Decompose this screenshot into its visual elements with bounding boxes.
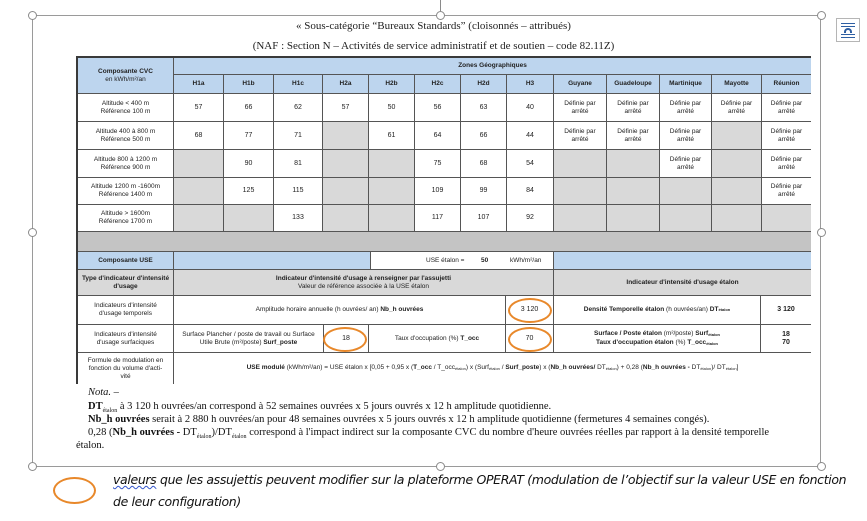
use-etalon-value: 50: [481, 256, 489, 264]
temporal-description: [174, 296, 506, 325]
empty-cell: [660, 205, 712, 232]
occ-etalon-value: 70: [782, 338, 790, 346]
cvc-value-cell: 68: [174, 122, 224, 150]
cvc-corner-label: Composante CVC: [98, 67, 153, 75]
cvc-value-cell: Définie par arrêté: [762, 150, 811, 178]
formula-tocc: T_occ: [413, 364, 432, 371]
formula-sub: étalon: [489, 366, 500, 371]
nota-sub-2: étalon: [196, 434, 212, 441]
occ-etalon-title: Taux d'occupation étalon: [596, 338, 674, 346]
zone-column-header: Martinique: [660, 75, 712, 94]
legend-text: [113, 469, 853, 513]
nb-h-ouvrees-label: Nb_h ouvrées: [380, 306, 424, 313]
cvc-value-cell: Définie par arrêté: [554, 94, 607, 122]
cvc-value-cell: Définie par arrêté: [712, 94, 762, 122]
cvc-value-cell: 92: [507, 205, 554, 232]
zone-column-header: H2d: [461, 75, 507, 94]
empty-cell: [369, 150, 415, 178]
altitude-range: Altitude 400 à 800 m: [95, 127, 156, 135]
nota-line-2: [88, 413, 709, 426]
modulation-formula: [247, 364, 739, 373]
cvc-value-cell: 107: [461, 205, 507, 232]
cvc-value-cell: 54: [507, 150, 554, 178]
altitude-range: Altitude < 400 m: [101, 99, 150, 107]
empty-cell: [712, 122, 762, 150]
occ-etalon-subscript: étalon: [706, 340, 718, 346]
altitude-reference: Référence 900 m: [100, 163, 151, 171]
altitude-row-label: [78, 150, 174, 178]
resize-handle-middle-right[interactable]: [817, 228, 826, 237]
document-title: « Sous-catégorie “Bureaux Standards” (cloisonnés – attribués): [296, 20, 571, 32]
cvc-value-cell: 66: [224, 94, 274, 122]
cvc-value-cell: 56: [415, 94, 461, 122]
altitude-range: Altitude > 1600m: [101, 210, 150, 217]
cvc-value-cell: 84: [507, 178, 554, 205]
resize-handle-top-center[interactable]: [436, 11, 445, 20]
cvc-value-cell: 68: [461, 150, 507, 178]
cvc-value-cell: Définie par arrêté: [660, 122, 712, 150]
nota-sub-3: étalon: [231, 434, 247, 441]
formula-nbh: Nb_h ouvrées -: [642, 364, 690, 371]
cvc-value-cell: Définie par arrêté: [660, 94, 712, 122]
altitude-reference: Référence 1400 m: [98, 191, 153, 198]
surf-etalon-title: Surface / Poste étalon: [594, 329, 662, 337]
nota-line-1-text: à 3 120 h ouvrées/an correspond à 52 semaines ouvrées x 5 jours ouvrés x 12 h amplitude quotidienne.: [117, 401, 552, 412]
cvc-value-cell: 75: [415, 150, 461, 178]
dt-symbol: DT: [709, 306, 719, 313]
cvc-value-cell: Définie par arrêté: [607, 94, 660, 122]
altitude-range: Altitude 1200 m -1600m: [90, 183, 160, 190]
zone-column-header: H1b: [224, 75, 274, 94]
surf-poste-description: [174, 325, 324, 353]
cvc-value-cell: 57: [323, 94, 369, 122]
empty-cell: [762, 205, 811, 232]
nota-dt-sub: étalon: [102, 408, 118, 415]
cvc-value-cell: 66: [461, 122, 507, 150]
zone-column-header: Guyane: [554, 75, 607, 94]
use-composante-label: Composante USE: [78, 252, 174, 270]
surf-poste-description-text: Surface Plancher / poste de travail ou Surface Utile Brute (m²/poste): [182, 330, 315, 346]
surf-etalon-value: 18: [782, 330, 790, 338]
formula-part: /: [499, 364, 506, 371]
surfacic-type-label: Indicateurs d'intensité d'usage surfaciques: [78, 325, 174, 353]
empty-cell: [607, 205, 660, 232]
assujetti-header-title: Indicateur d'intensité d'usage à renseigner par l'assujetti: [275, 274, 452, 282]
use-blank-blue: [174, 252, 371, 270]
empty-cell: [174, 150, 224, 178]
nota-nbh-2: Nb_h ouvrées -: [112, 427, 181, 438]
zone-column-header: H2a: [323, 75, 369, 94]
cvc-value-cell: 64: [415, 122, 461, 150]
empty-cell: [224, 205, 274, 232]
formula-part: ]: [736, 364, 739, 371]
zones-header: Zones Géographiques: [174, 58, 811, 75]
cvc-value-cell: 63: [461, 94, 507, 122]
altitude-reference: Référence 500 m: [100, 135, 151, 143]
nota-heading: Nota. –: [88, 387, 119, 398]
empty-cell: [323, 150, 369, 178]
etalon-header: Indicateur d'intensité d'usage étalon: [554, 270, 811, 296]
dt-etalon-value: 3 120: [761, 296, 811, 325]
cvc-value-cell: 133: [274, 205, 323, 232]
empty-cell: [554, 150, 607, 178]
nb-h-ouvrees-value[interactable]: 3 120: [506, 296, 554, 325]
altitude-row-label: [78, 178, 174, 205]
dt-etalon-label: [554, 296, 761, 325]
legend-first-word: valeurs: [113, 472, 157, 487]
altitude-range: Altitude 800 à 1200 m: [93, 155, 158, 163]
formula-part: ) x (Surf: [465, 364, 489, 371]
cvc-value-cell: Définie par arrêté: [762, 178, 811, 205]
cvc-value-cell: 77: [224, 122, 274, 150]
zone-column-header: H2b: [369, 75, 415, 94]
temporal-type-label: Indicateurs d'intensité d'usage temporels: [78, 296, 174, 325]
formula-part: )/ DT: [711, 364, 726, 371]
cvc-value-cell: 109: [415, 178, 461, 205]
formula-part: DT: [595, 364, 606, 371]
assujetti-header: [174, 270, 554, 296]
nota-line-3-prefix: 0,28 (: [88, 427, 113, 438]
dt-etalon-title: Densité Temporelle étalon: [583, 306, 665, 313]
empty-cell: [174, 178, 224, 205]
formula-part: ) + 0,28 (: [616, 364, 643, 371]
cvc-value-cell: 99: [461, 178, 507, 205]
altitude-reference: Référence 100 m: [100, 107, 151, 115]
cvc-corner-unit: en kWh/m²/an: [105, 75, 146, 83]
t-occ-description-text: Taux d'occupation (%): [394, 334, 459, 342]
dt-subscript: étalon: [718, 307, 731, 312]
surf-poste-label: Surf_poste: [263, 338, 298, 346]
cvc-value-cell: Définie par arrêté: [762, 122, 811, 150]
nota-dt-2: DT: [180, 427, 197, 438]
zone-column-header: Réunion: [762, 75, 811, 94]
formula-sub: étalon: [725, 366, 737, 371]
nota-line-4: étalon.: [76, 440, 105, 451]
formula-part: = USE étalon x [0,05 + 0,95 x (: [324, 364, 414, 371]
surfacic-etalon-labels: [554, 325, 761, 353]
use-etalon-label: USE étalon =: [426, 256, 465, 264]
surf-etalon-subscript: étalon: [708, 331, 720, 337]
t-occ-label: T_occ: [460, 334, 480, 342]
cvc-value-cell: Définie par arrêté: [660, 150, 712, 178]
empty-cell: [712, 178, 762, 205]
formula-lhs-unit: (kWh/m²/an): [286, 364, 323, 371]
formula-type-label: Formule de modulation en fonction du volume d'acti-vité: [78, 353, 174, 384]
altitude-reference: Référence 1700 m: [98, 218, 153, 225]
resize-handle-top-left[interactable]: [28, 11, 37, 20]
empty-cell: [323, 122, 369, 150]
empty-cell: [607, 150, 660, 178]
empty-cell: [712, 150, 762, 178]
empty-cell: [712, 205, 762, 232]
nota-line-2-text: serait à 2 880 h ouvrées/an pour 48 semaines ouvrées x 5 jours ouvrés x 12 h amplitude quotidienne (fermetures 4 semaines congés).: [149, 414, 710, 425]
formula-part: ) x (: [539, 364, 551, 371]
empty-cell: [554, 205, 607, 232]
section-separator: [78, 232, 811, 252]
empty-cell: [369, 178, 415, 205]
cvc-value-cell: 117: [415, 205, 461, 232]
formula-lhs: USE modulé: [246, 364, 285, 371]
surfacic-etalon-values: [761, 325, 811, 353]
zone-column-header: H1a: [174, 75, 224, 94]
cvc-value-cell: 125: [224, 178, 274, 205]
cvc-value-cell: 44: [507, 122, 554, 150]
temporal-description-text: Amplitude horaire annuelle (h ouvrées/ an): [255, 306, 379, 313]
t-occ-value[interactable]: 70: [506, 325, 554, 353]
highlight-ring-t-occ: [508, 327, 552, 352]
cvc-value-cell: 57: [174, 94, 224, 122]
formula-part: / T_occ: [431, 364, 455, 371]
empty-cell: [369, 205, 415, 232]
cvc-value-cell: 61: [369, 122, 415, 150]
formula-sub: étalon: [454, 366, 466, 371]
formula-sub: étalon: [605, 366, 617, 371]
occ-etalon-symbol: T_occ: [687, 338, 707, 346]
zone-column-header: Guadeloupe: [607, 75, 660, 94]
formula-part: DT: [689, 364, 701, 371]
empty-cell: [660, 178, 712, 205]
cvc-value-cell: Définie par arrêté: [554, 122, 607, 150]
altitude-row-label: [78, 94, 174, 122]
cvc-value-cell: 115: [274, 178, 323, 205]
cvc-value-cell: Définie par arrêté: [762, 94, 811, 122]
empty-cell: [323, 178, 369, 205]
altitude-row-label: [78, 205, 174, 232]
resize-handle-top-right[interactable]: [817, 11, 826, 20]
cvc-value-cell: Définie par arrêté: [607, 122, 660, 150]
dt-etalon-unit: (h ouvrées/an): [666, 306, 708, 313]
t-occ-description: [369, 325, 506, 353]
highlight-ring-surf-poste: [323, 327, 367, 352]
nota-line-3: [88, 426, 769, 444]
cvc-value-cell: 71: [274, 122, 323, 150]
nota-dt-3: )/DT: [211, 427, 232, 438]
empty-cell: [554, 178, 607, 205]
cvc-value-cell: 40: [507, 94, 554, 122]
occ-etalon-unit: (%): [675, 338, 686, 346]
legend-orange-ring: [53, 477, 96, 504]
consumption-table: [76, 56, 811, 384]
zone-column-header: H1c: [274, 75, 323, 94]
cvc-corner-header: [78, 58, 174, 94]
formula-sub: étalon: [700, 366, 712, 371]
use-etalon-cell: [371, 252, 554, 270]
nota-line-3-text: correspond à l'impact indirect sur la composante CVC du nombre d'heure ouvrées réelles par rapport à la densité temporelle: [246, 427, 770, 438]
type-indicator-header: Type d'indicateur d'intensité d'usage: [78, 270, 174, 296]
formula-nbh: Nb_h ouvrées/: [550, 364, 596, 371]
cvc-value-cell: 62: [274, 94, 323, 122]
rotate-handle-stem: [440, 0, 441, 11]
nota-nbh: Nb_h ouvrées: [88, 414, 150, 425]
highlight-ring-nb-h-ouvrees: [508, 298, 552, 323]
use-blank-blue-right: [554, 252, 811, 270]
surf-poste-value[interactable]: 18: [324, 325, 369, 353]
resize-handle-middle-left[interactable]: [28, 228, 37, 237]
surf-etalon-unit: (m²/poste): [663, 329, 694, 337]
empty-cell: [174, 205, 224, 232]
altitude-row-label: [78, 122, 174, 150]
cvc-value-cell: 50: [369, 94, 415, 122]
nota-dt: DT: [88, 401, 103, 412]
zone-column-header: Mayotte: [712, 75, 762, 94]
empty-cell: [607, 178, 660, 205]
cvc-value-cell: 90: [224, 150, 274, 178]
use-etalon-unit: kWh/m²/an: [510, 256, 542, 264]
empty-cell: [323, 205, 369, 232]
formula-surf-poste: Surf_poste: [505, 364, 540, 371]
document-subtitle: (NAF : Section N – Activités de service administratif et de soutien – code 82.11Z): [252, 40, 615, 52]
resize-handle-bottom-left[interactable]: [28, 462, 37, 471]
zone-column-header: H2c: [415, 75, 461, 94]
surf-etalon-symbol: Surf: [695, 329, 709, 337]
formula-cell: [174, 353, 811, 384]
assujetti-header-subtitle: Valeur de référence associée à la USE étalon: [297, 282, 430, 290]
zone-column-header: H3: [507, 75, 554, 94]
cvc-value-cell: 81: [274, 150, 323, 178]
legend-body: que les assujettis peuvent modifier sur la plateforme OPERAT (modulation de l’objectif sur la valeur USE en fonction de leur configuration): [113, 472, 847, 509]
